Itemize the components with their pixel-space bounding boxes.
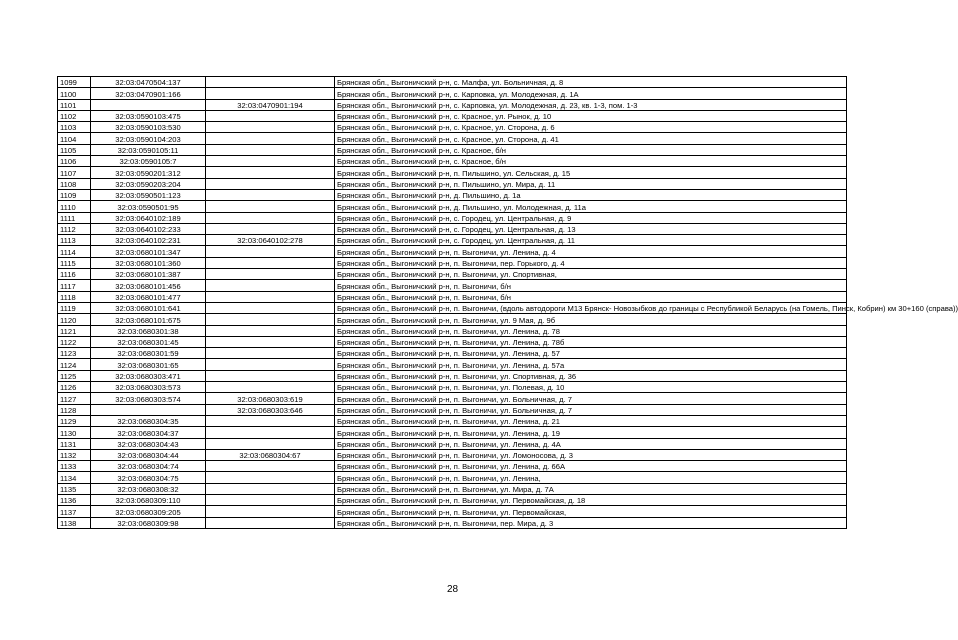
cadastral-number-cell: 32:03:0470504:137 [91, 77, 206, 88]
address-cell: Брянская обл., Выгоничский р-н, с. Красное, ул. Рынок, д. 10 [335, 110, 847, 121]
property-registry-table [57, 76, 958, 529]
table-row [58, 517, 847, 528]
row-number-cell: 1133 [58, 461, 91, 472]
cadastral-number-cell: 32:03:0680101:477 [91, 291, 206, 302]
table-row [58, 483, 847, 494]
row-number-cell: 1138 [58, 517, 91, 528]
cadastral-number-cell: 32:03:0590105:11 [91, 144, 206, 155]
table-row [58, 235, 847, 246]
cadastral-number-cell: 32:03:0680303:574 [91, 393, 206, 404]
cadastral-number-cell: 32:03:0680304:75 [91, 472, 206, 483]
row-number-cell: 1123 [58, 348, 91, 359]
related-cadastral-number-cell [206, 348, 335, 359]
address-cell: Брянская обл., Выгоничский р-н, п. Выгоничи, ул. Ленина, д. 57а [335, 359, 847, 370]
address-cell: Брянская обл., Выгоничский р-н, с. Карповка, ул. Молодежная, д. 23, кв. 1-3, пом. 1-3 [335, 99, 847, 110]
cadastral-number-cell: 32:03:0590201:312 [91, 167, 206, 178]
table-body [58, 77, 958, 529]
address-cell: Брянская обл., Выгоничский р-н, п. Выгоничи, ул. Ленина, д. 78б [335, 336, 847, 347]
cadastral-number-cell: 32:03:0590104:203 [91, 133, 206, 144]
cadastral-number-cell: 32:03:0680304:44 [91, 449, 206, 460]
related-cadastral-number-cell [206, 156, 335, 167]
table-row [58, 449, 847, 460]
related-cadastral-number-cell [206, 517, 335, 528]
cadastral-number-cell [91, 99, 206, 110]
cadastral-number-cell: 32:03:0680304:37 [91, 427, 206, 438]
cadastral-number-cell: 32:03:0680101:387 [91, 269, 206, 280]
table-row [58, 370, 847, 381]
table-row [58, 257, 847, 268]
row-number-cell: 1116 [58, 269, 91, 280]
cadastral-number-cell: 32:03:0680301:65 [91, 359, 206, 370]
address-cell: Брянская обл., Выгоничский р-н, п. Выгоничи, ул. Первомайская, д. 18 [335, 494, 847, 505]
address-cell: Брянская обл., Выгоничский р-н, п. Выгоничи, ул. Мира, д. 7А [335, 483, 847, 494]
row-number-cell: 1103 [58, 122, 91, 133]
row-number-cell: 1121 [58, 325, 91, 336]
address-cell: Брянская обл., Выгоничский р-н, п. Выгоничи, пер. Мира, д. 3 [335, 517, 847, 528]
row-number-cell: 1114 [58, 246, 91, 257]
related-cadastral-number-cell [206, 291, 335, 302]
row-number-cell: 1100 [58, 88, 91, 99]
address-cell: Брянская обл., Выгоничский р-н, п. Выгоничи, пер. Горького, д. 4 [335, 257, 847, 268]
cadastral-number-cell: 32:03:0680304:74 [91, 461, 206, 472]
address-cell: Брянская обл., Выгоничский р-н, с. Красное, б/н [335, 156, 847, 167]
related-cadastral-number-cell [206, 302, 335, 313]
row-number-cell: 1124 [58, 359, 91, 370]
row-number-cell: 1099 [58, 77, 91, 88]
page-number: 28 [446, 584, 459, 595]
cadastral-number-cell: 32:03:0680101:347 [91, 246, 206, 257]
table-row [58, 382, 847, 393]
address-cell: Брянская обл., Выгоничский р-н, с. Городец, ул. Центральная, д. 9 [335, 212, 847, 223]
related-cadastral-number-cell [206, 269, 335, 280]
row-number-cell: 1130 [58, 427, 91, 438]
table-row [58, 438, 847, 449]
address-cell: Брянская обл., Выгоничский р-н, п. Выгоничи, ул. Ленина, д. 21 [335, 415, 847, 426]
related-cadastral-number-cell [206, 494, 335, 505]
table-row [58, 415, 847, 426]
cadastral-number-cell: 32:03:0680308:32 [91, 483, 206, 494]
related-cadastral-number-cell [206, 325, 335, 336]
cadastral-number-cell: 32:03:0680304:43 [91, 438, 206, 449]
related-cadastral-number-cell [206, 427, 335, 438]
cadastral-number-cell: 32:03:0590501:123 [91, 189, 206, 200]
cadastral-number-cell [91, 404, 206, 415]
related-cadastral-number-cell [206, 246, 335, 257]
cadastral-number-cell: 32:03:0680101:641 [91, 302, 206, 313]
row-number-cell: 1109 [58, 189, 91, 200]
related-cadastral-number-cell [206, 472, 335, 483]
address-cell: Брянская обл., Выгоничский р-н, с. Карповка, ул. Молодежная, д. 1А [335, 88, 847, 99]
row-number-cell: 1118 [58, 291, 91, 302]
address-cell: Брянская обл., Выгоничский р-н, п. Выгоничи, ул. Первомайская, [335, 506, 847, 517]
table-row [58, 269, 847, 280]
cadastral-number-cell: 32:03:0640102:233 [91, 223, 206, 234]
address-cell: Брянская обл., Выгоничский р-н, п. Выгоничи, ул. Больничная, д. 7 [335, 404, 847, 415]
cadastral-number-cell: 32:03:0680309:205 [91, 506, 206, 517]
row-number-cell: 1107 [58, 167, 91, 178]
address-cell: Брянская обл., Выгоничский р-н, п. Выгоничи, ул. Ленина, [335, 472, 847, 483]
address-cell: Брянская обл., Выгоничский р-н, п. Выгоничи, (вдоль автодороги М13 Брянск- Новозыбков до границы с Республикой Беларусь (на Гомель, Пинск, Кобрин) км 30+160 (справа)) [335, 302, 847, 313]
table-row [58, 110, 847, 121]
related-cadastral-number-cell [206, 257, 335, 268]
address-cell: Брянская обл., Выгоничский р-н, п. Выгоничи, ул. Ленина, д. 57 [335, 348, 847, 359]
address-cell: Брянская обл., Выгоничский р-н, п. Выгоничи, ул. Больничная, д. 7 [335, 393, 847, 404]
table-row [58, 291, 847, 302]
address-cell: Брянская обл., Выгоничский р-н, п. Выгоничи, ул. Спортивная, д. 36 [335, 370, 847, 381]
table-row [58, 133, 847, 144]
related-cadastral-number-cell [206, 370, 335, 381]
table-row [58, 99, 847, 110]
row-number-cell: 1119 [58, 302, 91, 313]
address-cell: Брянская обл., Выгоничский р-н, с. Городец, ул. Центральная, д. 13 [335, 223, 847, 234]
row-number-cell: 1126 [58, 382, 91, 393]
related-cadastral-number-cell [206, 201, 335, 212]
table-row [58, 212, 847, 223]
cadastral-number-cell: 32:03:0590103:530 [91, 122, 206, 133]
row-number-cell: 1112 [58, 223, 91, 234]
row-number-cell: 1136 [58, 494, 91, 505]
related-cadastral-number-cell [206, 483, 335, 494]
row-number-cell: 1105 [58, 144, 91, 155]
row-number-cell: 1128 [58, 404, 91, 415]
address-cell: Брянская обл., Выгоничский р-н, с. Красное, б/н [335, 144, 847, 155]
table-row [58, 201, 847, 212]
cadastral-number-cell: 32:03:0680303:471 [91, 370, 206, 381]
related-cadastral-number-cell [206, 461, 335, 472]
row-number-cell: 1113 [58, 235, 91, 246]
table-row [58, 506, 847, 517]
cadastral-number-cell: 32:03:0680301:45 [91, 336, 206, 347]
cadastral-number-cell: 32:03:0680303:573 [91, 382, 206, 393]
row-number-cell: 1102 [58, 110, 91, 121]
related-cadastral-number-cell [206, 77, 335, 88]
cadastral-number-cell: 32:03:0680101:360 [91, 257, 206, 268]
related-cadastral-number-cell [206, 110, 335, 121]
related-cadastral-number-cell: 32:03:0680303:619 [206, 393, 335, 404]
table-row [58, 404, 847, 415]
row-number-cell: 1101 [58, 99, 91, 110]
related-cadastral-number-cell [206, 382, 335, 393]
table-row [58, 167, 847, 178]
row-number-cell: 1115 [58, 257, 91, 268]
table-row [58, 359, 847, 370]
row-number-cell: 1110 [58, 201, 91, 212]
table-row [58, 314, 847, 325]
row-number-cell: 1106 [58, 156, 91, 167]
cadastral-number-cell: 32:03:0680309:110 [91, 494, 206, 505]
related-cadastral-number-cell [206, 506, 335, 517]
cadastral-number-cell: 32:03:0680309:98 [91, 517, 206, 528]
address-cell: Брянская обл., Выгоничский р-н, п. Выгоничи, ул. Ленина, д. 4А [335, 438, 847, 449]
row-number-cell: 1125 [58, 370, 91, 381]
table-row [58, 178, 847, 189]
cadastral-number-cell: 32:03:0590203:204 [91, 178, 206, 189]
cadastral-number-cell: 32:03:0680301:38 [91, 325, 206, 336]
address-cell: Брянская обл., Выгоничский р-н, п. Пильшино, ул. Мира, д. 11 [335, 178, 847, 189]
cadastral-number-cell: 32:03:0590105:7 [91, 156, 206, 167]
cadastral-number-cell: 32:03:0640102:231 [91, 235, 206, 246]
cadastral-number-cell: 32:03:0680101:675 [91, 314, 206, 325]
related-cadastral-number-cell [206, 88, 335, 99]
table-row [58, 472, 847, 483]
related-cadastral-number-cell: 32:03:0680304:67 [206, 449, 335, 460]
related-cadastral-number-cell [206, 133, 335, 144]
row-number-cell: 1132 [58, 449, 91, 460]
table-row [58, 280, 847, 291]
row-number-cell: 1122 [58, 336, 91, 347]
table-row [58, 77, 847, 88]
address-cell: Брянская обл., Выгоничский р-н, п. Выгоничи, б/н [335, 291, 847, 302]
address-cell: Брянская обл., Выгоничский р-н, д. Пильшино, д. 1а [335, 189, 847, 200]
related-cadastral-number-cell [206, 144, 335, 155]
cadastral-number-cell: 32:03:0680101:456 [91, 280, 206, 291]
address-cell: Брянская обл., Выгоничский р-н, с. Малфа, ул. Больничная, д. 8 [335, 77, 847, 88]
related-cadastral-number-cell: 32:03:0680303:646 [206, 404, 335, 415]
address-cell: Брянская обл., Выгоничский р-н, п. Пильшино, ул. Сельская, д. 15 [335, 167, 847, 178]
related-cadastral-number-cell [206, 167, 335, 178]
row-number-cell: 1104 [58, 133, 91, 144]
row-number-cell: 1111 [58, 212, 91, 223]
cadastral-number-cell: 32:03:0680301:59 [91, 348, 206, 359]
table-row [58, 122, 847, 133]
related-cadastral-number-cell [206, 336, 335, 347]
cadastral-number-cell: 32:03:0590501:95 [91, 201, 206, 212]
related-cadastral-number-cell [206, 223, 335, 234]
address-cell: Брянская обл., Выгоничский р-н, с. Красное, ул. Сторона, д. 41 [335, 133, 847, 144]
address-cell: Брянская обл., Выгоничский р-н, п. Выгоничи, ул. 9 Мая, д. 9б [335, 314, 847, 325]
address-cell: Брянская обл., Выгоничский р-н, п. Выгоничи, ул. Ленина, д. 19 [335, 427, 847, 438]
table-row [58, 393, 847, 404]
address-cell: Брянская обл., Выгоничский р-н, п. Выгоничи, ул. Ленина, д. 78 [335, 325, 847, 336]
row-number-cell: 1135 [58, 483, 91, 494]
cadastral-number-cell: 32:03:0640102:189 [91, 212, 206, 223]
row-number-cell: 1120 [58, 314, 91, 325]
related-cadastral-number-cell: 32:03:0640102:278 [206, 235, 335, 246]
related-cadastral-number-cell [206, 415, 335, 426]
table-row [58, 325, 847, 336]
address-cell: Брянская обл., Выгоничский р-н, с. Красное, ул. Сторона, д. 6 [335, 122, 847, 133]
row-number-cell: 1127 [58, 393, 91, 404]
row-number-cell: 1129 [58, 415, 91, 426]
related-cadastral-number-cell [206, 122, 335, 133]
row-number-cell: 1131 [58, 438, 91, 449]
table-row [58, 189, 847, 200]
row-number-cell: 1134 [58, 472, 91, 483]
address-cell: Брянская обл., Выгоничский р-н, д. Пильшино, ул. Молодежная, д. 11а [335, 201, 847, 212]
cadastral-number-cell: 32:03:0680304:35 [91, 415, 206, 426]
address-cell: Брянская обл., Выгоничский р-н, п. Выгоничи, ул. Ломоносова, д. 3 [335, 449, 847, 460]
table-row [58, 461, 847, 472]
related-cadastral-number-cell [206, 189, 335, 200]
address-cell: Брянская обл., Выгоничский р-н, п. Выгоничи, ул. Ленина, д. 66А [335, 461, 847, 472]
related-cadastral-number-cell [206, 212, 335, 223]
related-cadastral-number-cell [206, 438, 335, 449]
table-row [58, 494, 847, 505]
address-cell: Брянская обл., Выгоничский р-н, п. Выгоничи, ул. Полевая, д. 10 [335, 382, 847, 393]
table-row [58, 88, 847, 99]
cadastral-number-cell: 32:03:0470901:166 [91, 88, 206, 99]
address-cell: Брянская обл., Выгоничский р-н, п. Выгоничи, ул. Ленина, д. 4 [335, 246, 847, 257]
related-cadastral-number-cell [206, 359, 335, 370]
related-cadastral-number-cell [206, 280, 335, 291]
table-row [58, 348, 847, 359]
cadastral-number-cell: 32:03:0590103:475 [91, 110, 206, 121]
address-cell: Брянская обл., Выгоничский р-н, с. Городец, ул. Центральная, д. 11 [335, 235, 847, 246]
table-row [58, 156, 847, 167]
address-cell: Брянская обл., Выгоничский р-н, п. Выгоничи, ул. Спортивная, [335, 269, 847, 280]
row-number-cell: 1117 [58, 280, 91, 291]
table-row [58, 427, 847, 438]
related-cadastral-number-cell: 32:03:0470901:194 [206, 99, 335, 110]
related-cadastral-number-cell [206, 314, 335, 325]
table-row [58, 246, 847, 257]
related-cadastral-number-cell [206, 178, 335, 189]
table-row [58, 223, 847, 234]
table-row [58, 144, 847, 155]
table-row [58, 302, 847, 313]
table-row [58, 336, 847, 347]
row-number-cell: 1137 [58, 506, 91, 517]
row-number-cell: 1108 [58, 178, 91, 189]
address-cell: Брянская обл., Выгоничский р-н, п. Выгоничи, б/н [335, 280, 847, 291]
